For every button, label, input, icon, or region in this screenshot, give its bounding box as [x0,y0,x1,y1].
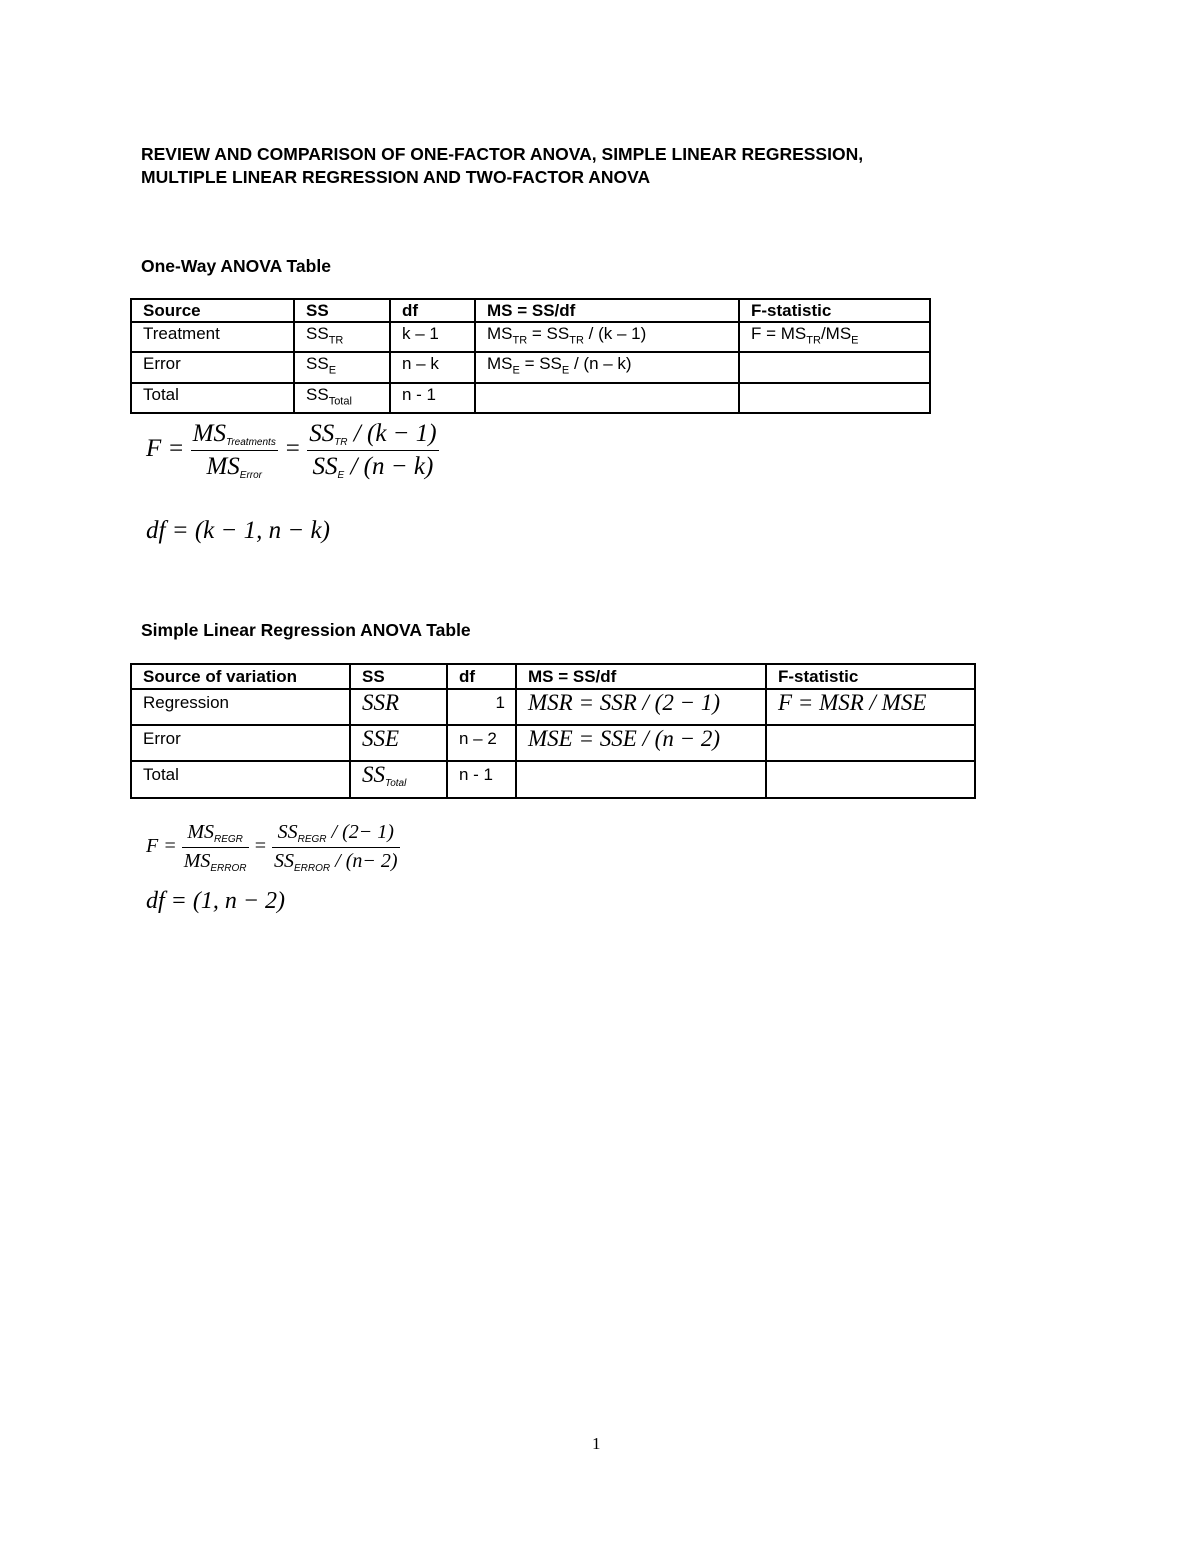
ss-subscript: Total [328,395,352,408]
ss-text: SS [306,354,329,374]
ss-text: SS [306,324,329,343]
header-cell: F-statistic [739,299,930,322]
one-way-anova-table [130,298,931,414]
title-line-1: REVIEW AND COMPARISON OF ONE-FACTOR ANOVA, SIMPLE LINEAR REGRESSION, [141,144,864,164]
denominator-rest: / (n− 2) [330,850,398,872]
subscript: Error [239,470,263,481]
table-row-total [131,383,930,413]
numerator: SS [277,821,298,843]
df-cell: k – 1 [390,322,475,352]
denominator: MS [206,453,240,480]
numerator-rest: / (k − 1) [347,420,437,447]
df-cell: 1 [447,689,516,725]
ss-subscript: E [328,364,337,377]
equals-sign: = [284,435,301,463]
subscript: E [337,470,345,481]
df-cell: n – k [390,352,475,382]
ms-cell [475,352,739,382]
table-header-row [131,299,930,322]
ms-text: = SS [527,324,570,343]
ss-cell: SSE [350,725,447,761]
f-cell [739,352,930,382]
df-cell: n – 2 [447,725,516,761]
ms-subscript: E [561,364,570,377]
one-way-anova-heading: One-Way ANOVA Table [141,256,331,276]
fraction-ms [191,420,278,481]
f-equals: F = [146,435,185,463]
denominator: SS [312,453,338,480]
slr-df-formula: df = (1, n − 2) [146,888,286,914]
ss-subscript: Total [385,778,407,789]
ms-text: MS [487,324,513,343]
one-way-df-formula: df = (k − 1, n − k) [146,517,330,544]
ss-cell [294,352,390,382]
one-way-f-formula [146,420,439,481]
header-cell: F-statistic [766,664,975,689]
ms-text: / (k – 1) [583,324,647,343]
ms-text: = SS [519,354,562,374]
denominator: MS [183,850,211,872]
subscript: REGR [214,834,243,845]
table-row-regression [131,689,975,725]
df-cell: n - 1 [390,383,475,413]
header-cell: df [447,664,516,689]
ss-cell: SSR [350,689,447,725]
ss-cell [294,383,390,413]
subscript: Treatments [225,437,276,448]
header-cell: SS [350,664,447,689]
subscript: TR [334,437,348,448]
f-text: F = MS [751,324,807,343]
ms-cell: MSE = SSE / (n − 2) [516,725,766,761]
ss-text: SS [306,384,329,404]
f-subscript: TR [806,334,821,347]
ms-cell [475,383,739,413]
table-header-row [131,664,975,689]
page-number: 1 [592,1434,601,1453]
ss-cell [350,761,447,798]
f-subscript: E [851,334,859,347]
ms-subscript: E [512,364,520,377]
ms-subscript: TR [569,334,584,347]
f-cell: F = MSR / MSE [766,689,975,725]
source-cell: Total [131,383,294,413]
f-text: /MS [820,324,852,343]
fraction-ss [272,821,400,874]
subscript: REGR [297,834,327,845]
ms-subscript: TR [512,334,528,347]
ms-cell [475,322,739,352]
f-cell [739,383,930,413]
table-row-error [131,725,975,761]
numerator: SS [309,420,335,447]
ss-cell [294,322,390,352]
slr-anova-heading: Simple Linear Regression ANOVA Table [141,620,471,640]
header-cell: df [390,299,475,322]
source-cell: Error [131,352,294,382]
source-cell: Regression [131,689,350,725]
ms-text: MS [487,354,513,374]
numerator: MS [187,821,214,843]
ms-text: / (n – k) [569,354,632,374]
header-cell: MS = SS/df [516,664,766,689]
denominator: SS [274,850,295,872]
slr-f-formula [146,821,400,874]
df-cell: n - 1 [447,761,516,798]
ms-cell: MSR = SSR / (2 − 1) [516,689,766,725]
header-cell: Source [131,299,294,322]
f-cell [766,725,975,761]
f-cell [766,761,975,798]
source-cell: Error [131,725,350,761]
subscript: ERROR [294,863,331,874]
source-cell: Treatment [131,322,294,352]
numerator-rest: / (2− 1) [326,821,394,843]
equals-sign: = [253,835,268,858]
slr-anova-table [130,663,976,799]
subscript: ERROR [210,863,247,874]
f-cell [739,322,930,352]
fraction-ms [182,821,249,874]
table-row-treatment [131,322,930,352]
ss-subscript: TR [328,334,344,347]
document-title [141,143,863,189]
fraction-ss [307,420,438,481]
numerator: MS [192,420,226,447]
header-cell: Source of variation [131,664,350,689]
source-cell: Total [131,761,350,798]
table-row-error [131,352,930,382]
title-line-2: MULTIPLE LINEAR REGRESSION AND TWO-FACTOR ANOVA [141,167,651,187]
table-row-total [131,761,975,798]
ss-text: SS [362,762,385,787]
header-cell: MS = SS/df [475,299,739,322]
denominator-rest: / (n − k) [344,453,434,480]
ms-cell [516,761,766,798]
f-equals: F = [146,835,177,858]
header-cell: SS [294,299,390,322]
